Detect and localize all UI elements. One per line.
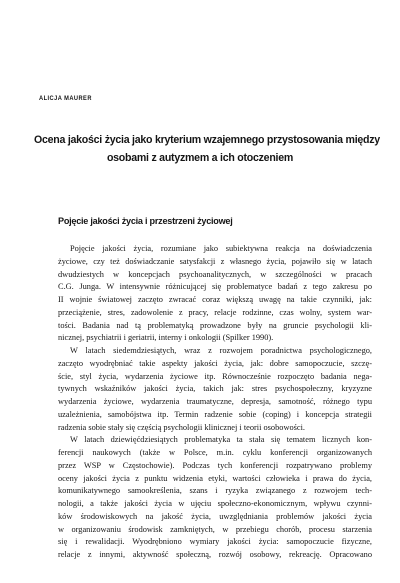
text-line: ferencji naukowych (także w Polsce, m.in. cyklu konferencji organizowanych [58, 448, 372, 457]
text-line: relacje z innymi, aktywność społeczną, rozwój osobowy, rekreację. Opracowano [58, 550, 372, 559]
text-line: przeciążenie, stres, zadowolenie z pracy, relacje rodzinne, czas wolny, system war- [58, 307, 372, 317]
paragraph [58, 434, 372, 562]
text-line: w organizowaniu środowisk zamkniętych, w przebiegu chorób, procesu starzenia [58, 524, 372, 534]
text-line: dwudziestych w koncepcjach psychoanalitycznych, w szczególności w pracach [58, 269, 372, 279]
text-line: tości. Badania nad tą problematyką prowadzone były na gruncie psychologii kli- [58, 320, 372, 330]
text-line: życiowe, czy też doświadczanie satysfakcji z własnego życia, pojawiło się w latach [58, 256, 372, 266]
text-line: nicznej, psychiatrii i geriatrii, interny i onkologii (Spilker 1990). [58, 333, 274, 343]
text-line: wydarzenia życiowe, wydarzenia traumatyczne, depresja, samotność, różnego typu [58, 397, 372, 406]
text-line: C.G. Junga. W intensywnie różnicującej się problematyce badań z tego zakresu po [58, 282, 372, 292]
section-heading: Pojęcie jakości życia i przestrzeni życiowej [58, 216, 233, 226]
text-line: zaczęto wyodrębniać takie aspekty jakości życia, jak: dobre samopoczucie, szczę- [58, 358, 372, 368]
article-title-line: Ocena jakości życia jako kryterium wzajemnego przystosowania między [34, 134, 380, 146]
text-line: oceny jakości życia z punktu widzenia etyki, wartości człowieka i prawa do życia, [58, 473, 372, 483]
text-line: komunikatywnego samookreślenia, szans i ryzyka związanego z rozwojem tech- [58, 486, 372, 496]
text-line: tywnych wskaźników jakości życia, takich jak: stres psychospołeczny, kryzyzne [58, 384, 372, 394]
text-line: Pojęcie jakości życia, rozumiane jako subiektywna reakcja na doświadczenia [70, 244, 372, 253]
text-line: uzależnienia, samobójstwa itp. Termin radzenie sobie (coping) i koncepcja strategii [58, 409, 372, 419]
text-line: się i rewalidacji. Wyodrębniono wymiary jakości życia: samopoczucie fizyczne, [58, 537, 372, 547]
article-title [34, 132, 380, 167]
text-line: II wojnie światowej zaczęto zwracać coraz większą uwagę na takie czynniki, jak: [58, 295, 372, 304]
paragraph [58, 243, 372, 345]
text-line: W latach dziewięćdziesiątych problematyka ta stała się tematem licznych kon- [70, 435, 372, 445]
text-line: ście, styl życia, wydarzenia życiowe itp. Równocześnie rozpoczęto badania nega- [58, 371, 372, 381]
text-line: przez WSP w Częstochowie). Podczas tych konferencji rozpatrywano problemy [58, 460, 372, 470]
text-line: ków środowiskowych na jakość życia, uwzględniania problemów jakości życia [58, 511, 372, 521]
text-line: nologii, a także jakości życia w ujęciu społeczno-ekonomicznym, wpływu czynni- [58, 499, 372, 508]
author-name: ALICJA MAURER [39, 95, 92, 102]
article-title-line: osobami z autyzmem a ich otoczeniem [106, 151, 294, 164]
paragraph [58, 345, 372, 434]
text-line: radzenia sobie stały się częścią psychologii klinicznej i teorii osobowości. [58, 422, 305, 432]
text-line: W latach siedemdziesiątych, wraz z rozwojem poradnictwa psychologicznego, [70, 346, 372, 355]
body-text [58, 243, 372, 562]
